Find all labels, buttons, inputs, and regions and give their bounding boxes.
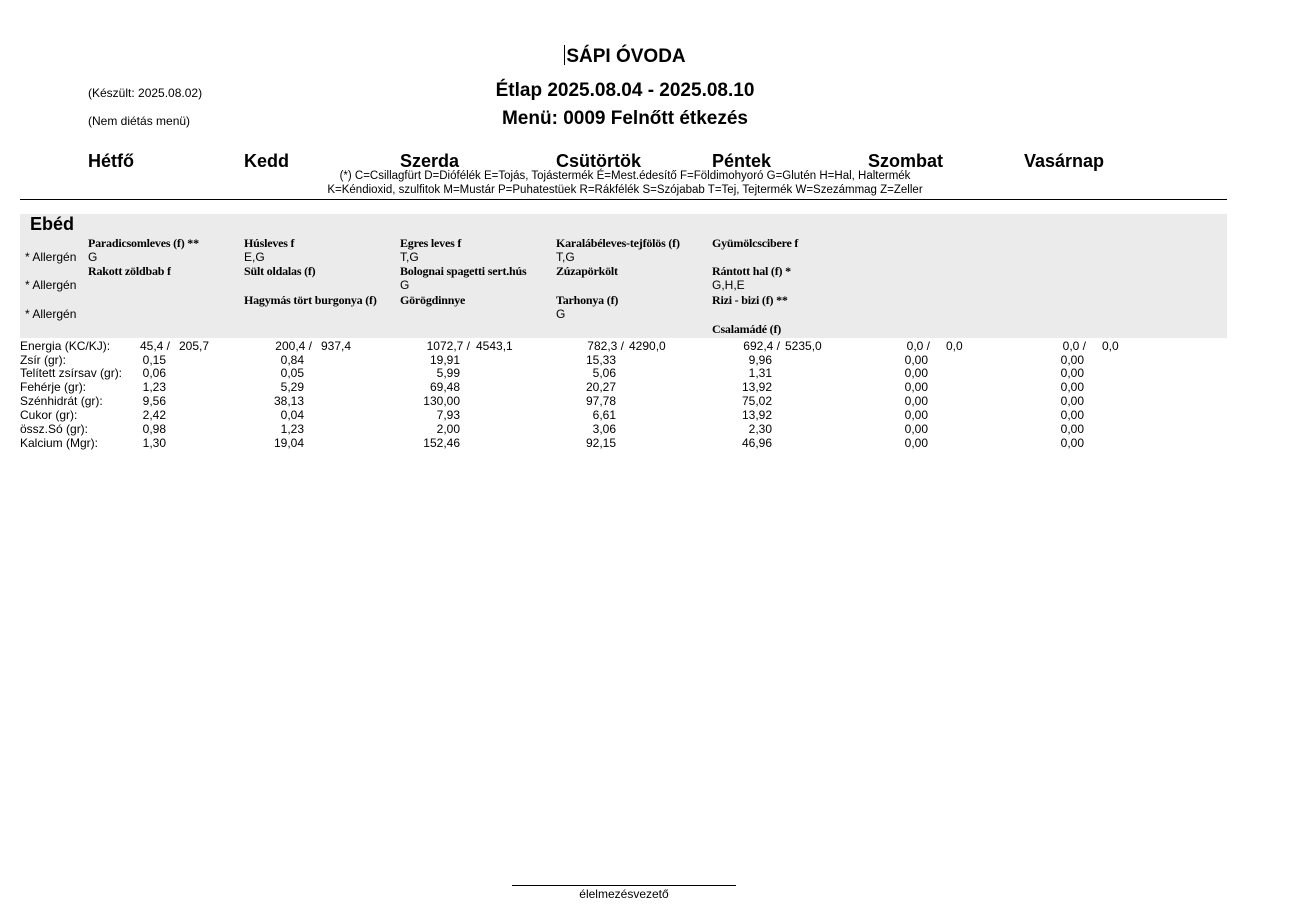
nutrition-value: 0,05 [280, 366, 304, 380]
nutrition-label: Fehérje (gr): [20, 380, 87, 394]
nutrition-value: 2,42 [142, 408, 166, 422]
allergen-codes: T,G [400, 250, 419, 264]
meal-name: Ebéd [30, 214, 75, 234]
energy-kj: 4290,0 [629, 339, 666, 353]
nutrition-value: 0,84 [280, 353, 304, 367]
allergen-codes: G [400, 278, 410, 292]
nutrition-value: 0,00 [904, 366, 928, 380]
day-header-friday: Péntek [712, 151, 772, 171]
nutrition-value: 46,96 [741, 436, 772, 450]
nutrition-value: 0,00 [1060, 408, 1084, 422]
nutrition-value: 19,04 [273, 436, 304, 450]
nutrition-value: 0,00 [904, 408, 928, 422]
nutrition-value: 20,27 [585, 380, 616, 394]
menu-item: Paradicsomleves (f) ** [88, 236, 199, 250]
signature-line [512, 885, 736, 886]
menu-item: Rakott zöldbab f [88, 264, 171, 278]
allergen-codes: E,G [244, 250, 265, 264]
allergen-label: * Allergén [25, 250, 77, 264]
nutrition-value: 0,00 [1060, 380, 1084, 394]
menu-item: Tarhonya (f) [556, 293, 619, 307]
nutrition-value: 38,13 [273, 394, 304, 408]
allergen-label: * Allergén [25, 307, 77, 321]
nutrition-label: Cukor (gr): [20, 408, 78, 422]
nutrition-label: össz.Só (gr): [20, 422, 89, 436]
nutrition-label-energy: Energia (KC/KJ): [20, 339, 111, 353]
nutrition-value: 0,06 [142, 366, 166, 380]
menu-item: Sült oldalas (f) [244, 264, 316, 278]
energy-kc: 0,0 / [1062, 339, 1086, 353]
menu-item: Rántott hal (f) * [712, 264, 791, 278]
menu-subtitle: Menü: 0009 Felnőtt étkezés [501, 108, 749, 129]
menu-item: Zúzapörkölt [556, 264, 618, 278]
menu-title: Étlap 2025.08.04 - 2025.08.10 [495, 80, 755, 101]
nutrition-value: 0,00 [1060, 394, 1084, 408]
energy-kc: 692,4 / [743, 339, 780, 353]
menu-item: Bolognai spagetti sert.hús [400, 264, 527, 278]
menu-item: Karalábéleves-tejfölös (f) [556, 236, 680, 250]
day-header-tuesday: Kedd [244, 151, 289, 171]
allergen-legend-line-1: (*) C=Csillagfürt D=Diófélék E=Tojás, Tojástermék É=Mest.édesítő F=Földimohyoró G=Glutén H=Hal, Haltermék [339, 170, 911, 182]
nutrition-value: 9,96 [748, 353, 772, 367]
school-name: SÁPI ÓVODA [566, 46, 686, 67]
nutrition-value: 3,06 [592, 422, 616, 436]
nutrition-label: Szénhidrát (gr): [20, 394, 103, 408]
signature-label: élelmezésvezető [579, 887, 669, 901]
nutrition-value: 0,04 [280, 408, 304, 422]
day-header-thursday: Csütörtök [556, 151, 641, 171]
nutrition-value: 0,00 [1060, 436, 1084, 450]
energy-kc: 45,4 / [139, 339, 170, 353]
nutrition-value: 1,30 [142, 436, 166, 450]
nutrition-value: 152,46 [423, 436, 460, 450]
nutrition-value: 1,23 [280, 422, 304, 436]
menu-item: Egres leves f [400, 236, 462, 250]
header-divider [20, 199, 1227, 200]
day-header-monday: Hétfő [88, 151, 134, 171]
nutrition-value: 13,92 [741, 380, 772, 394]
menu-item: Hagymás tört burgonya (f) [244, 293, 377, 307]
menu-item: Gyümölcscibere f [712, 236, 799, 250]
energy-kj: 4543,1 [476, 339, 513, 353]
nutrition-value: 0,15 [142, 353, 166, 367]
menu-type: (Nem diétás menü) [88, 114, 191, 128]
energy-kj: 0,0 [946, 339, 963, 353]
allergen-codes: G,H,E [712, 278, 745, 292]
day-header-wednesday: Szerda [400, 151, 460, 171]
energy-kj: 5235,0 [785, 339, 822, 353]
nutrition-value: 13,92 [741, 408, 772, 422]
nutrition-value: 1,23 [142, 380, 166, 394]
energy-kj: 205,7 [179, 339, 210, 353]
allergen-legend-line-2: K=Kéndioxid, szulfitok M=Mustár P=Puhatestüek R=Rákfélék S=Szójabab T=Tej, Tejtermék W=Szezámmag Z=Zeller [327, 184, 923, 196]
nutrition-value: 75,02 [741, 394, 772, 408]
nutrition-label: Telített zsírsav (gr): [20, 366, 123, 380]
nutrition-value: 0,00 [1060, 353, 1084, 367]
nutrition-value: 0,00 [904, 436, 928, 450]
nutrition-value: 69,48 [429, 380, 460, 394]
nutrition-value: 2,30 [748, 422, 772, 436]
nutrition-value: 130,00 [423, 394, 460, 408]
energy-kc: 1072,7 / [426, 339, 470, 353]
day-header-sunday: Vasárnap [1024, 151, 1105, 171]
nutrition-value: 97,78 [585, 394, 616, 408]
nutrition-label: Kalcium (Mgr): [20, 436, 99, 450]
energy-kc: 200,4 / [275, 339, 312, 353]
nutrition-value: 9,56 [142, 394, 166, 408]
allergen-label: * Allergén [25, 278, 77, 292]
nutrition-value: 0,00 [904, 380, 928, 394]
nutrition-value: 5,06 [592, 366, 616, 380]
nutrition-value: 0,00 [1060, 422, 1084, 436]
nutrition-value: 0,00 [1060, 366, 1084, 380]
nutrition-value: 6,61 [592, 408, 616, 422]
energy-kj: 0,0 [1102, 339, 1119, 353]
nutrition-value: 2,00 [436, 422, 460, 436]
nutrition-value: 92,15 [585, 436, 616, 450]
energy-kc: 0,0 / [906, 339, 930, 353]
nutrition-label: Zsír (gr): [20, 353, 66, 367]
meal-panel [20, 214, 1227, 338]
allergen-codes: G [88, 250, 98, 264]
nutrition-value: 0,00 [904, 422, 928, 436]
nutrition-value: 5,29 [280, 380, 304, 394]
nutrition-value: 0,00 [904, 353, 928, 367]
nutrition-value: 1,31 [748, 366, 772, 380]
nutrition-value: 0,98 [142, 422, 166, 436]
nutrition-value: 15,33 [585, 353, 616, 367]
nutrition-value: 0,00 [904, 394, 928, 408]
created-date: (Készült: 2025.08.02) [88, 86, 203, 100]
menu-item: Csalamádé (f) [712, 322, 782, 336]
allergen-codes: T,G [556, 250, 575, 264]
energy-kj: 937,4 [321, 339, 352, 353]
menu-item: Görögdinnye [400, 293, 466, 307]
energy-kc: 782,3 / [587, 339, 624, 353]
nutrition-value: 19,91 [429, 353, 460, 367]
day-header-saturday: Szombat [868, 151, 944, 171]
menu-item: Húsleves f [244, 236, 295, 250]
nutrition-value: 7,93 [436, 408, 460, 422]
menu-item: Rizi - bizi (f) ** [712, 293, 788, 307]
nutrition-value: 5,99 [436, 366, 460, 380]
allergen-codes: G [556, 307, 566, 321]
